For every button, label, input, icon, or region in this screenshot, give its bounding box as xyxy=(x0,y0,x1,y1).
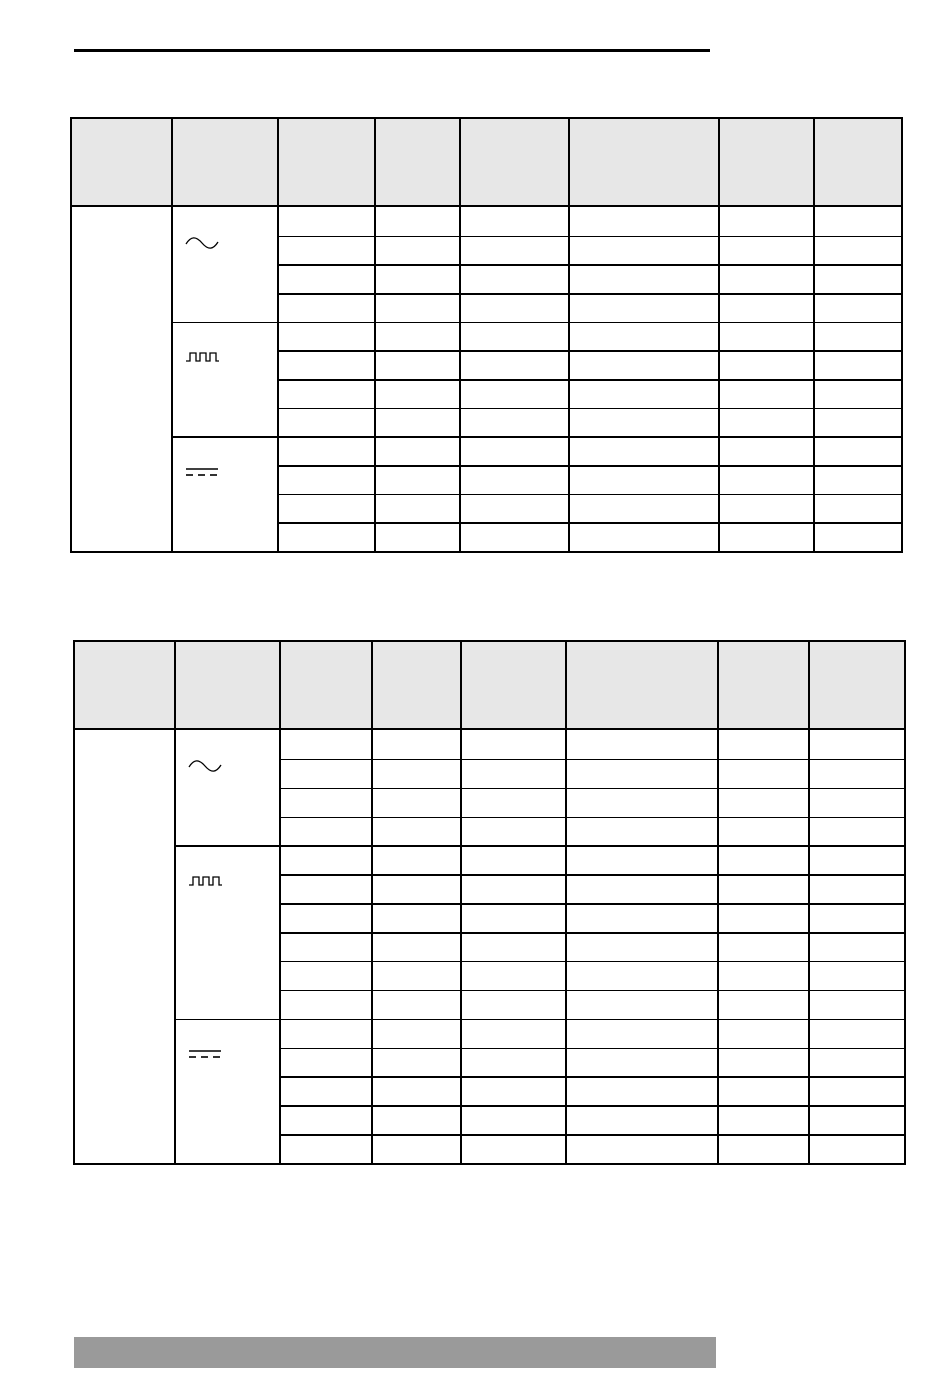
group-divider xyxy=(173,322,901,324)
row-divider xyxy=(281,874,904,876)
column-divider xyxy=(171,119,173,551)
row-divider xyxy=(279,264,901,266)
row-divider xyxy=(281,1076,904,1078)
row-divider xyxy=(281,788,904,790)
row-divider xyxy=(279,379,901,381)
column-divider xyxy=(813,119,815,551)
pulse-wave-icon xyxy=(185,349,219,365)
dc-icon xyxy=(188,1046,222,1062)
row-divider xyxy=(281,990,904,992)
row-divider xyxy=(281,759,904,761)
row-divider xyxy=(281,903,904,905)
row-divider xyxy=(281,1048,904,1050)
ac-sine-icon xyxy=(185,235,219,251)
column-divider xyxy=(374,119,376,551)
header-row xyxy=(75,642,904,730)
spec-table-1 xyxy=(70,117,903,553)
footer-bar xyxy=(74,1337,716,1368)
ac-sine-icon xyxy=(188,758,222,774)
row-divider xyxy=(279,522,901,524)
column-divider xyxy=(568,119,570,551)
row-divider xyxy=(281,1105,904,1107)
column-divider xyxy=(718,119,720,551)
row-divider xyxy=(279,465,901,467)
row-divider xyxy=(281,932,904,934)
column-divider xyxy=(459,119,461,551)
dc-icon xyxy=(185,464,219,480)
column-divider xyxy=(174,642,176,1163)
column-divider xyxy=(277,119,279,551)
group-divider xyxy=(176,1019,904,1021)
row-divider xyxy=(279,293,901,295)
group-divider xyxy=(173,436,901,438)
row-divider xyxy=(279,494,901,496)
group-divider xyxy=(176,845,904,847)
header-row xyxy=(72,119,901,207)
row-divider xyxy=(279,408,901,410)
pulse-wave-icon xyxy=(188,873,222,889)
row-divider xyxy=(279,350,901,352)
row-divider xyxy=(281,817,904,819)
top-rule xyxy=(74,49,710,52)
row-divider xyxy=(279,236,901,238)
row-divider xyxy=(281,1134,904,1136)
spec-table-2 xyxy=(73,640,906,1165)
row-divider xyxy=(281,961,904,963)
